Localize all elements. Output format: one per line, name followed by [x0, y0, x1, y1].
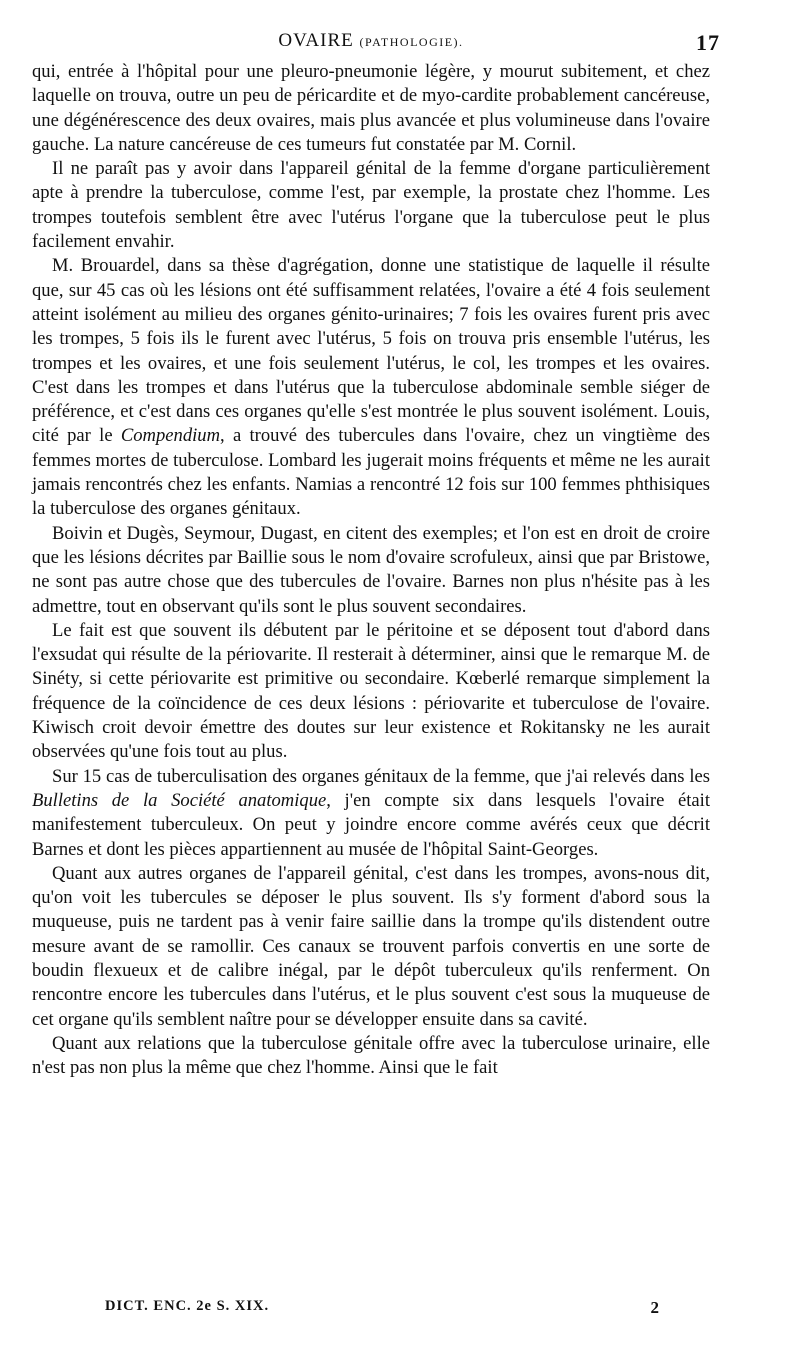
- paragraph: Il ne paraît pas y avoir dans l'appareil génital de la femme d'organe particulièrement apte à prendre la tuberculose, comme l'est, par exemple, la prostate chez l'homme. Les trompes toutefois semblent être avec l'utérus l'organe que la tuberculose peut le plus facilement envahir.: [32, 158, 710, 253]
- running-title: [278, 30, 463, 52]
- italic-title: Compendium: [120, 425, 221, 447]
- page-footer: [105, 1298, 660, 1315]
- paragraph: Quant aux autres organes de l'appareil génital, c'est dans les trompes, avons-nous dit, qu'on voit les tubercules se déposer le plus souvent. Ils s'y forment d'abord sous la muqueuse, puis ne tardent pas à venir faire saillie dans la trompe qu'ils distendent outre mesure avant de se ramollir. Ces canaux se trouvent parfois convertis en une sorte de boudin flexueux et de calibre inégal, par le dépôt tuberculeux qu'ils renferment. On rencontre encore les tubercules dans l'utérus, et le plus souvent c'est sous la muqueuse de cet organe qu'ils semblent naître pour se développer ensuite dans sa cavité.: [32, 862, 710, 1030]
- paragraph: Sur 15 cas de tuberculisation des organes génitaux de la femme, que j'ai relevés dans les Bulletins de la Société anatomique, j'en compte six dans lesquels l'ovaire était manifestement tuberculeux. On peut y joindre encore comme avérés ceux que décrit Barnes et dont les pièces appartiennent au musée de l'hôpital Saint-Georges.: [32, 765, 710, 860]
- paragraph: Le fait est que souvent ils débutent par le péritoine et se déposent tout d'abord dans l'exsudat qui résulte de la périovarite. Il resterait à déterminer, ainsi que le remarque M. de Sinéty, si cette périovarite est primitive ou secondaire. Kœberlé remarque simplement la fréquence de la coïncidence de ces deux lésions : périovarite et tuberculose de l'ovaire. Kiwisch croit devoir émettre des doutes sur leur existence et Rokitansky ne les aurait observées qu'une fois tout au plus.: [32, 619, 710, 763]
- paragraph: M. Brouardel, dans sa thèse d'agrégation, donne une statistique de laquelle il résulte que, sur 45 cas où les lésions ont été suffisamment relatées, l'ovaire a été 4 fois seulement atteint isolément au milieu des organes génito-urinaires; 7 fois les ovaires furent pris avec les trompes, 5 fois ils le furent avec l'utérus, 5 fois on trouva pris ensemble l'utérus, les trompes et les ovaires, et une fois seulement l'utérus, le col, les trompes et les ovaires. C'est dans les trompes et dans l'utérus que la tuberculose abdominale semble siéger de préférence, et c'est dans ces organes qu'elle s'est montrée le plus souvent isolément. Louis, cité par le Compendium, a trouvé des tubercules dans l'ovaire, chez un vingtième des femmes mortes de tuberculose. Lombard les jugerait moins fréquents et même ne les aurait jamais rencontrés chez les enfants. Namias a rencontré 12 fois sur 100 femmes phthisiques la tuberculose des organes génitaux.: [32, 255, 710, 520]
- body-text: [32, 60, 710, 1080]
- running-title-main: OVAIRE: [278, 30, 354, 51]
- running-head: [32, 30, 720, 60]
- footer-reference: DICT. ENC. 2e S. XIX.: [105, 1298, 270, 1314]
- italic-title: Bulletins de la Société anatomique: [32, 789, 327, 811]
- running-title-subtitle: (PATHOLOGIE).: [359, 35, 464, 49]
- signature-mark: 2: [650, 1298, 660, 1317]
- paragraph: Boivin et Dugès, Seymour, Dugast, en citent des exemples; et l'on est en droit de croire que les lésions décrites par Baillie sous le nom d'ovaire scrofuleux, ainsi que par Bristowe, ne sont pas autre chose que des tubercules de l'ovaire. Barnes non plus n'hésite pas à les admettre, tout en observant qu'ils sont le plus souvent secondaires.: [32, 522, 710, 617]
- paragraph: qui, entrée à l'hôpital pour une pleuro-pneumonie légère, y mourut subitement, et chez laquelle on trouva, outre un peu de péricardite et de myo-cardite probablement cancéreuse, une dégénérescence des deux ovaires, mais plus avancée et plus volumineuse dans l'ovaire gauche. La nature cancéreuse de ces tumeurs fut constatée par M. Cornil.: [32, 61, 710, 155]
- page-number: 17: [696, 30, 720, 55]
- paragraph: Quant aux relations que la tuberculose génitale offre avec la tuberculose urinaire, elle n'est pas non plus la même que chez l'homme. Ainsi que le fait: [32, 1032, 710, 1079]
